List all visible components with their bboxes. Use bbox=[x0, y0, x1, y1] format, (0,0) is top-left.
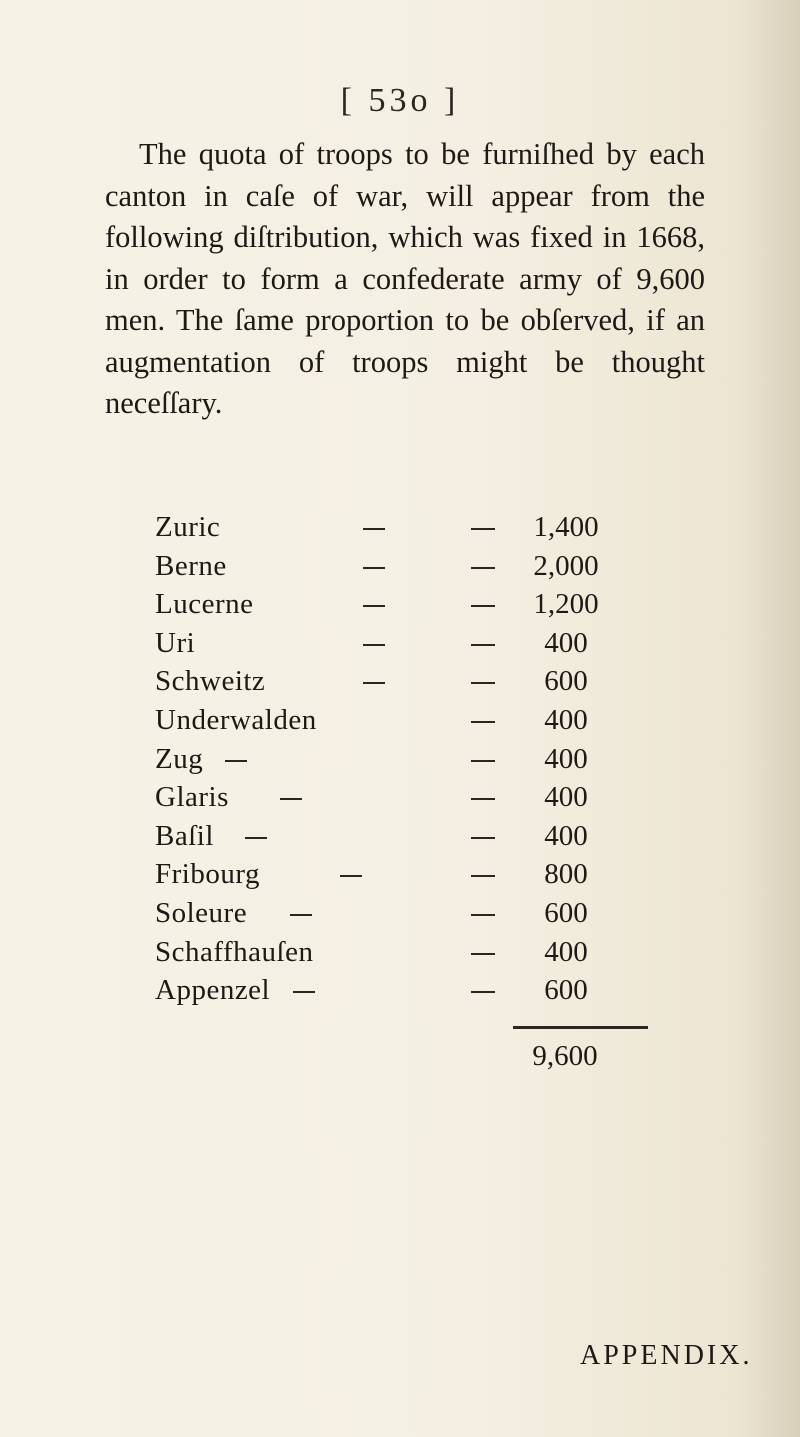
table-row bbox=[155, 740, 655, 779]
dash-rule bbox=[471, 644, 495, 646]
dash-rule bbox=[471, 760, 495, 762]
troop-count: 600 bbox=[544, 665, 588, 698]
dash-rule bbox=[245, 837, 267, 839]
canton-name: Berne bbox=[155, 549, 227, 582]
page-number: [ 53o ] bbox=[340, 82, 460, 119]
canton-name: Fribourg bbox=[155, 858, 260, 891]
dash-rule bbox=[290, 914, 312, 916]
troop-quota-table bbox=[155, 508, 655, 1010]
troop-count: 400 bbox=[544, 742, 588, 775]
dash-rule bbox=[471, 798, 495, 800]
dash-rule bbox=[293, 991, 315, 993]
dash-rule bbox=[363, 644, 385, 646]
canton-name: Schaffhauſen bbox=[155, 935, 314, 968]
canton-name: Zuric bbox=[155, 511, 221, 543]
dash-rule bbox=[471, 875, 495, 877]
troop-count: 400 bbox=[544, 935, 588, 968]
dash-rule bbox=[471, 605, 495, 607]
table-row bbox=[155, 817, 655, 856]
dash-rule bbox=[363, 605, 385, 607]
table-row bbox=[155, 933, 655, 972]
table-row bbox=[155, 624, 655, 663]
troop-count: 2,000 bbox=[533, 549, 599, 582]
table-row bbox=[155, 701, 655, 740]
dash-rule bbox=[225, 760, 247, 762]
dash-rule bbox=[280, 798, 302, 800]
dash-rule bbox=[471, 953, 495, 955]
table-row bbox=[155, 971, 655, 1010]
canton-name: Uri bbox=[155, 626, 196, 659]
dash-rule bbox=[471, 682, 495, 684]
troop-count: 600 bbox=[544, 974, 588, 1007]
dash-rule bbox=[340, 875, 362, 877]
troop-count: 400 bbox=[544, 819, 588, 852]
troop-count: 600 bbox=[544, 896, 588, 929]
table-row bbox=[155, 855, 655, 894]
catchword: APPENDIX. bbox=[580, 1340, 753, 1371]
dash-rule bbox=[471, 837, 495, 839]
dash-rule bbox=[471, 528, 495, 530]
canton-name: Soleure bbox=[155, 896, 248, 929]
dash-rule bbox=[363, 528, 385, 530]
troop-count: 1,400 bbox=[533, 511, 599, 543]
canton-name: Lucerne bbox=[155, 588, 254, 621]
dash-rule bbox=[471, 721, 495, 723]
troop-count: 800 bbox=[544, 858, 588, 891]
table-row bbox=[155, 585, 655, 624]
table-row bbox=[155, 778, 655, 817]
dash-rule bbox=[471, 914, 495, 916]
table-row bbox=[155, 508, 655, 547]
canton-name: Appenzel bbox=[155, 974, 271, 1007]
troop-count: 400 bbox=[544, 626, 588, 659]
dash-rule bbox=[363, 567, 385, 569]
table-row bbox=[155, 894, 655, 933]
canton-name: Baſil bbox=[155, 819, 214, 852]
troop-count: 400 bbox=[544, 781, 588, 814]
dash-rule bbox=[363, 682, 385, 684]
canton-name: Underwalden bbox=[155, 703, 317, 736]
troop-count: 1,200 bbox=[533, 588, 599, 621]
canton-name: Schweitz bbox=[155, 665, 266, 698]
dash-rule bbox=[471, 991, 495, 993]
dash-rule bbox=[471, 567, 495, 569]
troop-total: 9,600 bbox=[532, 1040, 598, 1072]
canton-name: Zug bbox=[155, 742, 204, 775]
troop-count: 400 bbox=[544, 703, 588, 736]
total-rule bbox=[513, 1026, 648, 1029]
canton-name: Glaris bbox=[155, 781, 229, 814]
intro-paragraph: The quota of troops to be furniſhed by each canton in caſe of war, will appear from the following diſtribution, which was fixed in 1668, in order to form a confederate army of 9,600 men. The ſame proportion to be obſerved, if an augmentation of troops might be thought neceſſary. bbox=[105, 137, 705, 420]
table-row bbox=[155, 662, 655, 701]
table-row bbox=[155, 547, 655, 586]
